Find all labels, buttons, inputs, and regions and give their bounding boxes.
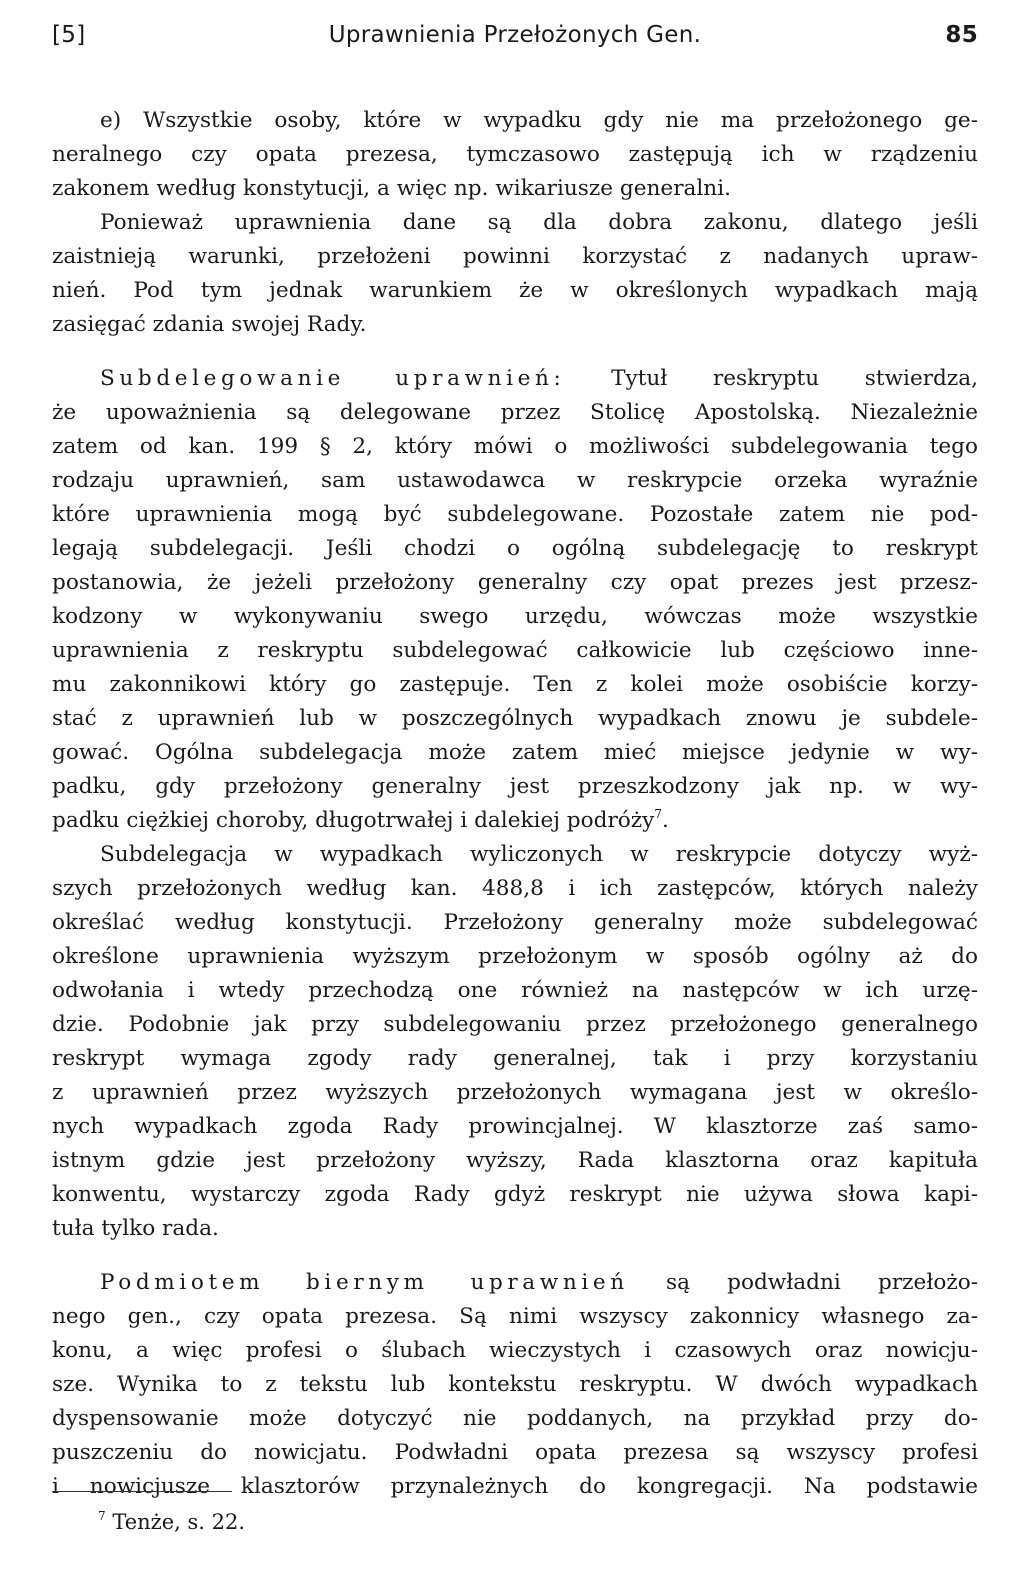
text-line: konu, a więc profesi o ślubach wieczystych i czasowych oraz nowicju- <box>52 1338 978 1363</box>
paragraph-subdelegacja <box>52 838 978 1246</box>
running-header <box>52 22 978 60</box>
text-line: szych przełożonych według kan. 488,8 i ich zastępców, których należy <box>52 876 978 901</box>
document-page <box>52 22 978 1534</box>
text-line: Subdelegacja w wypadkach wyliczonych w reskrypcie dotyczy wyż- <box>100 842 978 867</box>
text-line: uprawnienia z reskryptu subdelegować całkowicie lub częściowo inne- <box>52 638 978 663</box>
text-line: Subdelegowanie uprawnień: Tytuł reskryptu stwierdza, <box>100 366 978 391</box>
text-line: i nowicjusze klasztorów przynależnych do kongregacji. Na podstawie <box>52 1474 978 1499</box>
text-line: kodzony w wykonywaniu swego urzędu, wówczas może wszystkie <box>52 604 978 629</box>
spaced-heading: Subdelegowanie uprawnień: <box>100 366 566 391</box>
text-line: nego gen., czy opata prezesa. Są nimi wszyscy zakonnicy własnego za- <box>52 1304 978 1329</box>
text-line: dzie. Podobnie jak przy subdelegowaniu przez przełożonego generalnego <box>52 1012 978 1037</box>
text-line: dyspensowanie może dotyczyć nie poddanych, na przykład przy do- <box>52 1406 978 1431</box>
text-line: które uprawnienia mogą być subdelegowane. Pozostałe zatem nie pod- <box>52 502 978 527</box>
text-line: padku, gdy przełożony generalny jest przeszkodzony jak np. w wy- <box>52 774 978 799</box>
footnote-divider <box>52 1491 232 1492</box>
page-number: 85 <box>945 22 978 48</box>
text-line: Ponieważ uprawnienia dane są dla dobra zakonu, dlatego jeśli <box>100 210 978 235</box>
footnote-text: Tenże, s. 22. <box>112 1510 246 1534</box>
text-line: mu zakonnikowi który go zastępuje. Ten z kolei może osobiście korzy- <box>52 672 978 697</box>
text-line: padku ciężkiej choroby, długotrwałej i dalekiej podróży$^7$. <box>52 807 669 833</box>
text-line: sze. Wynika to z tekstu lub kontekstu reskryptu. W dwóch wypadkach <box>52 1372 978 1397</box>
text-line: zakonem według konstytucji, a więc np. wikariusze generalni. <box>52 176 731 201</box>
text-line: gować. Ogólna subdelegacja może zatem mieć miejsce jedynie w wy- <box>52 740 978 765</box>
text-line: puszczeniu do nowicjatu. Podwładni opata prezesa są wszyscy profesi <box>52 1440 978 1465</box>
paragraph-podmiotem <box>52 1266 978 1504</box>
text-line: tuła tylko rada. <box>52 1216 219 1241</box>
text-line: nień. Pod tym jednak warunkiem że w określonych wypadkach mają <box>52 278 978 303</box>
spaced-heading: Podmiotem biernym uprawnień <box>100 1270 629 1295</box>
text-line: reskrypt wymaga zgody rady generalnej, tak i przy korzystaniu <box>52 1046 978 1071</box>
body-text <box>52 104 978 1504</box>
running-title: Uprawnienia Przełożonych Gen. <box>328 22 702 48</box>
text-line: że upoważnienia są delegowane przez Stolicę Apostolską. Niezależnie <box>52 400 978 425</box>
footnote <box>98 1510 245 1534</box>
text-line: z uprawnień przez wyższych przełożonych wymagana jest w określo- <box>52 1080 978 1105</box>
text-line: odwołania i wtedy przechodzą one również na następców w ich urzę- <box>52 978 978 1003</box>
paragraph-e <box>52 104 978 342</box>
footnote-number: 7 <box>98 1509 106 1523</box>
text-line: Podmiotem biernym uprawnień są podwładni przełożo- <box>100 1270 978 1295</box>
text-line: neralnego czy opata prezesa, tymczasowo zastępują ich w rządzeniu <box>52 142 978 167</box>
text-line: legają subdelegacji. Jeśli chodzi o ogólną subdelegację to reskrypt <box>52 536 978 561</box>
paragraph-subdelegowanie <box>52 362 978 838</box>
text-line: określać według konstytucji. Przełożony generalny może subdelegować <box>52 910 978 935</box>
section-number: [5] <box>52 22 86 48</box>
footnote-reference: 7 <box>654 807 662 821</box>
text-line: konwentu, wystarczy zgoda Rady gdyż reskrypt nie używa słowa kapi- <box>52 1182 978 1207</box>
text-line: rodzaju uprawnień, sam ustawodawca w reskrypcie orzeka wyraźnie <box>52 468 978 493</box>
text-line: zaistnieją warunki, przełożeni powinni korzystać z nadanych upraw- <box>52 244 978 269</box>
text-line: nych wypadkach zgoda Rady prowincjalnej. W klasztorze zaś samo- <box>52 1114 978 1139</box>
text-line: zasięgać zdania swojej Rady. <box>52 312 367 337</box>
text-line: stać z uprawnień lub w poszczególnych wypadkach znowu je subdele- <box>52 706 978 731</box>
text-line: postanowia, że jeżeli przełożony generalny czy opat prezes jest przesz- <box>52 570 978 595</box>
text-line: określone uprawnienia wyższym przełożonym w sposób ogólny aż do <box>52 944 978 969</box>
text-line: zatem od kan. 199 § 2, który mówi o możliwości subdelegowania tego <box>52 434 978 459</box>
text-line: istnym gdzie jest przełożony wyższy, Rada klasztorna oraz kapituła <box>52 1148 978 1173</box>
text-line: e) Wszystkie osoby, które w wypadku gdy nie ma przełożonego ge- <box>100 108 978 133</box>
